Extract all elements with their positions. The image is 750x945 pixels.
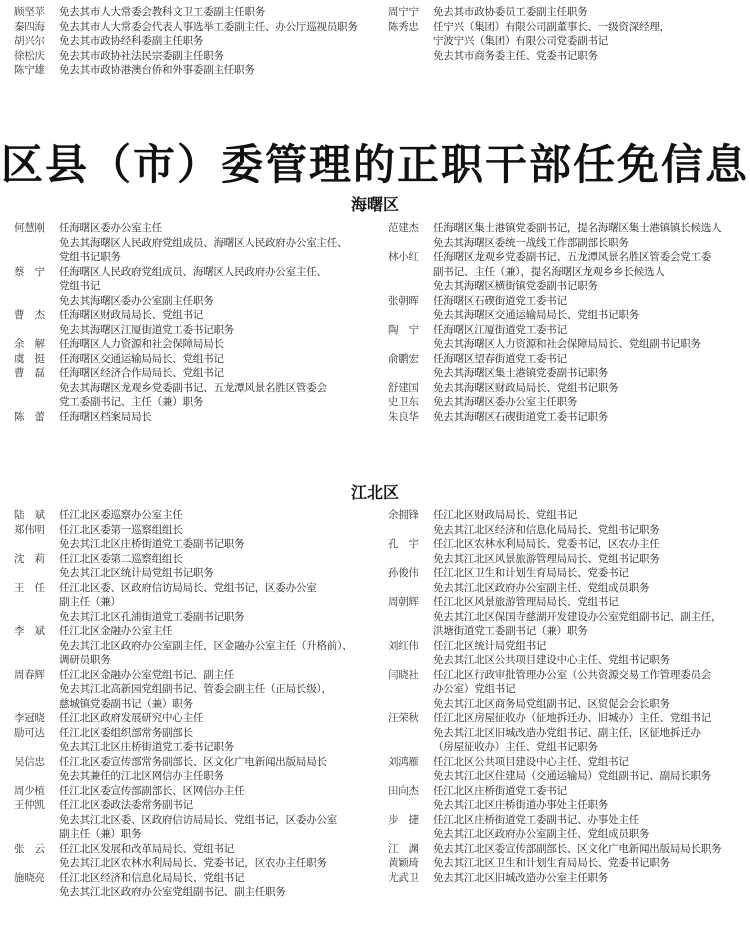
appointment-details <box>433 250 748 294</box>
appointment-line: 任海曙区集士港镇党委副书记，提名海曙区集士港镇镇长候选人 <box>433 222 722 234</box>
appointment-details <box>59 20 384 35</box>
appointment-line: 任江北区委、区政府信访局局长、党组书记，区委办公室 <box>59 581 317 594</box>
person-name: 张云 <box>14 842 55 855</box>
appointment-entry <box>388 20 748 64</box>
appointment-details <box>59 5 384 20</box>
jiangbei-right-column <box>388 508 748 885</box>
appointment-line: 任江北区农林水利局局长、党委书记，区农办主任 <box>433 538 660 550</box>
person-name: 李斌 <box>14 625 55 637</box>
appointment-line: 免去其江北区委宣传部副部长、区文化广电新闻出版局局长职务 <box>433 842 722 855</box>
appointment-entry <box>14 20 384 35</box>
appointment-details <box>433 784 748 813</box>
appointment-details <box>433 410 748 425</box>
appointment-entry <box>14 668 384 712</box>
person-name: 徐松庆 <box>14 49 45 62</box>
appointment-details <box>59 784 384 799</box>
appointment-entry <box>388 639 748 668</box>
person-name: 刘鸿雁 <box>388 755 419 768</box>
person-name: 何慧刚 <box>14 222 45 234</box>
appointment-details <box>59 581 384 625</box>
appointment-details <box>433 871 748 886</box>
person-name: 黄颖琦 <box>388 857 419 869</box>
appointment-details <box>433 221 748 250</box>
appointment-line: 任江北区房屋征收办（征地拆迁办、旧城办）主任、党组书记 <box>433 712 712 724</box>
appointment-entry <box>14 221 384 265</box>
appointment-line: 免去其江北区卫生和计划生育局局长、党委书记职务 <box>433 857 670 869</box>
person-name: 胡兴尔 <box>14 35 45 47</box>
person-name: 刘红伟 <box>388 639 419 652</box>
appointment-line: 免去其海曙区人民政府党组成员、海曙区人民政府办公室主任、 <box>59 236 348 249</box>
appointment-details <box>59 624 384 668</box>
appointment-line: 任江北区委宣传部副部长、区网信办主任 <box>59 784 245 797</box>
appointment-entry <box>14 63 384 78</box>
appointment-details <box>433 537 748 566</box>
appointment-line: 任江北区庄桥街道党工委副书记、办事处主任 <box>433 813 639 826</box>
appointment-entry <box>388 711 748 755</box>
appointment-line: 免去其江北区保国寺慈湖开发建设办公室党组副书记、副主任， <box>433 610 722 623</box>
person-name: 王仲凯 <box>14 799 45 811</box>
appointment-details <box>433 20 748 64</box>
appointment-entry <box>14 523 384 552</box>
appointment-details <box>59 34 384 49</box>
appointment-line: 免去其海曙区人力资源和社会保障局局长、党组副书记职务 <box>433 338 701 350</box>
appointment-line: 免去其海曙区委办公室主任职务 <box>433 396 578 408</box>
appointment-line: 任江北区委第一巡察组组长 <box>59 523 183 536</box>
appointment-line: 党工委副书记、主任（兼）职务 <box>59 396 204 408</box>
appointment-line: 任江北区卫生和计划生育局局长、党委书记 <box>433 567 629 579</box>
appointment-entry <box>14 508 384 523</box>
appointment-line: 免去其江北区统计局党组书记职务 <box>59 567 214 579</box>
person-name: 陈蕾 <box>14 410 55 423</box>
appointment-line: 免去其江北区经济和信息化局局长、党组书记职务 <box>433 523 660 536</box>
appointment-entry <box>388 537 748 566</box>
appointment-details <box>433 381 748 396</box>
appointment-line: 免去其江北区政府办公室副主任、党组成员职务 <box>433 828 650 840</box>
appointment-entry <box>388 352 748 381</box>
appointment-line: 免去其江北区风景旅游管理局局长、党组书记职务 <box>433 552 660 565</box>
appointment-line: 免去其江北区农林水利局局长、党委书记，区农办主任职务 <box>59 857 327 869</box>
appointment-entry <box>388 566 748 595</box>
appointment-entry <box>388 5 748 20</box>
appointment-entry <box>388 813 748 842</box>
appointment-details <box>433 566 748 595</box>
appointment-entry <box>388 595 748 639</box>
appointment-line: 任海曙区委办公室主任 <box>59 222 162 234</box>
appointment-line: 免去其江北区商务局党组副书记、区贸促会会长职务 <box>433 697 670 710</box>
person-name: 周宁宁 <box>388 6 419 18</box>
appointment-line: 免去其江北区委、区政府信访局局长、党组书记，区委办公室 <box>59 813 338 826</box>
appointment-entry <box>388 508 748 537</box>
person-name: 沈莉 <box>14 552 55 565</box>
appointment-line: 免去其江北区政府办公室副主任，区金融办公室主任（升格前）、 <box>59 639 353 652</box>
haishu-right-column <box>388 221 748 424</box>
appointment-line: 任江北区委第二巡察组组长 <box>59 552 183 565</box>
person-name: 尤武卫 <box>388 871 419 884</box>
person-name: 周朝辉 <box>388 596 419 608</box>
appointment-entry <box>14 711 384 726</box>
appointment-entry <box>388 784 748 813</box>
appointment-line: 任江北区行政审批管理办公室（公共资源交易工作管理委员会 <box>433 668 712 681</box>
appointment-entry <box>14 49 384 64</box>
person-name: 曹杰 <box>14 309 55 321</box>
appointment-entry <box>14 726 384 755</box>
jiangbei-left-column <box>14 508 384 900</box>
appointment-line: 任江北区政府发展研究中心主任 <box>59 712 204 724</box>
appointment-details <box>59 366 384 410</box>
appointment-details <box>433 639 748 668</box>
appointment-details <box>59 842 384 871</box>
top-right-column <box>388 5 748 63</box>
appointment-entry <box>388 842 748 857</box>
appointment-details <box>59 63 384 78</box>
appointment-details <box>59 352 384 367</box>
appointment-entry <box>388 856 748 871</box>
appointment-line: 调研员职务 <box>59 654 111 666</box>
appointment-line: 党组书记职务 <box>59 251 121 263</box>
person-name: 蔡宁 <box>14 265 55 278</box>
appointment-line: 任海曙区经济合作局局长、党组书记 <box>59 367 224 379</box>
person-name: 顾坚苹 <box>14 6 45 18</box>
person-name: 励可达 <box>14 726 45 739</box>
appointment-line: 免去其市商务委主任、党委书记职务 <box>433 49 598 62</box>
appointment-entry <box>14 624 384 668</box>
appointment-details <box>59 523 384 552</box>
appointment-line: 免去其江北区孔浦街道党工委副书记职务 <box>59 610 245 623</box>
appointment-line: 任江北区委组织部常务副部长 <box>59 726 193 739</box>
appointment-line: 副主任（兼） <box>59 596 121 608</box>
appointment-line: 任江北区金融办公室主任 <box>59 625 173 637</box>
appointment-line: 任海曙区人民政府党组成员、海曙区人民政府办公室主任、 <box>59 265 327 278</box>
appointment-details <box>59 871 384 900</box>
person-name: 王任 <box>14 581 55 594</box>
appointment-entry <box>388 381 748 396</box>
appointment-line: 免去其海曙区委办公室副主任职务 <box>59 294 214 307</box>
appointment-line: 任海曙区石碶街道党工委书记 <box>433 294 567 307</box>
appointment-line: 免去其江北区庄桥街道党工委书记职务 <box>59 741 235 753</box>
appointment-line: 任江北区委政法委常务副书记 <box>59 799 193 811</box>
person-name: 俞鹏宏 <box>388 352 419 365</box>
appointment-line: 免去其市政协委员工委副主任职务 <box>433 6 588 18</box>
appointment-details <box>59 221 384 265</box>
appointment-line: 任海曙区财政局局长、党组书记 <box>59 309 204 321</box>
appointment-line: 副书记、主任（兼），提名海曙区龙观乡乡长候选人 <box>433 265 665 278</box>
person-name: 李冠晓 <box>14 712 45 724</box>
appointment-details <box>433 395 748 410</box>
appointment-details <box>59 308 384 337</box>
appointment-line: 任海曙区龙观乡党委副书记、五龙潭风景名胜区管委会党工委 <box>433 251 712 263</box>
appointment-line: 免去其江北区公共项目建设中心主任、党组书记职务 <box>433 654 670 666</box>
appointment-details <box>59 337 384 352</box>
person-name: 余解 <box>14 338 55 350</box>
appointment-details <box>59 410 384 425</box>
appointment-line: 慈城镇党委副书记（兼）职务 <box>59 697 193 710</box>
appointment-line: 免去其江北区政府办公室党组副书记、副主任职务 <box>59 886 286 898</box>
person-name: 陶宁 <box>388 323 429 336</box>
person-name: 陈宁雄 <box>14 64 45 76</box>
appointment-entry <box>388 250 748 294</box>
haishu-left-column <box>14 221 384 424</box>
person-name: 田向杰 <box>388 784 419 797</box>
appointment-line: 任江北区风景旅游管理局局长、党组书记 <box>433 596 619 608</box>
appointment-line: 任江北区统计局党组书记 <box>433 639 547 652</box>
appointment-entry <box>388 221 748 250</box>
appointment-line: 免去其海曙区龙观乡党委副书记、五龙潭风景名胜区管委会 <box>59 381 327 394</box>
appointment-line: 任江北区公共项目建设中心主任、党组书记 <box>433 755 629 768</box>
person-name: 施晓亮 <box>14 871 45 884</box>
appointment-entry <box>14 337 384 352</box>
section-heading-jiangbei: 江北区 <box>350 483 399 502</box>
appointment-entry <box>14 842 384 871</box>
person-name: 林小红 <box>388 251 419 263</box>
appointment-entry <box>14 34 384 49</box>
appointment-details <box>433 5 748 20</box>
appointment-entry <box>14 352 384 367</box>
appointment-line: 免去其江北区庄桥街道党工委副书记职务 <box>59 538 245 550</box>
person-name: 余拥锋 <box>388 509 419 521</box>
appointment-line: （房屋征收办）主任、党组书记职务 <box>433 741 598 753</box>
person-name: 孔宇 <box>388 538 429 550</box>
appointment-details <box>433 842 748 857</box>
appointment-line: 任海曙区档案局局长 <box>59 410 152 423</box>
appointment-line: 免去其江北区旧城改造办党组书记、副主任，区征地拆迁办 <box>433 726 701 739</box>
appointment-details <box>59 726 384 755</box>
appointment-details <box>433 294 748 323</box>
appointment-details <box>433 755 748 784</box>
section-heading-haishu: 海曙区 <box>350 195 399 214</box>
person-name: 周春辉 <box>14 668 45 681</box>
person-name: 步捷 <box>388 813 429 826</box>
appointment-line: 任海曙区江厦街道党工委书记 <box>433 323 567 336</box>
appointment-details <box>433 668 748 712</box>
appointment-details <box>433 595 748 639</box>
appointment-line: 任海曙区望春街道党工委书记 <box>433 352 567 365</box>
person-name: 曹磊 <box>14 367 55 379</box>
appointment-entry <box>388 871 748 886</box>
appointment-entry <box>14 410 384 425</box>
person-name: 郑伟明 <box>14 523 45 536</box>
appointment-details <box>59 711 384 726</box>
person-name: 闫晓社 <box>388 668 419 681</box>
person-name: 周少植 <box>14 784 45 797</box>
appointment-line: 宁波宁兴（集团）有限公司党委副书记 <box>433 35 609 47</box>
appointment-line: 免去其市政协港澳台侨和外事委副主任职务 <box>59 64 255 76</box>
person-name: 虞挺 <box>14 352 55 365</box>
appointment-line: 免去其市政协经科委副主任职务 <box>59 35 204 47</box>
appointment-details <box>59 798 384 842</box>
appointment-line: 任海曙区交通运输局局长、党组书记 <box>59 352 224 365</box>
appointment-entry <box>388 294 748 323</box>
appointment-details <box>59 508 384 523</box>
appointment-details <box>59 668 384 712</box>
person-name: 汪荣秋 <box>388 712 419 724</box>
appointment-entry <box>14 552 384 581</box>
appointment-line: 任江北区财政局局长、党组书记 <box>433 509 578 521</box>
appointment-line: 免去其海曙区交通运输局局长、党组书记职务 <box>433 309 639 321</box>
appointment-line: 免去其海曙区横街镇党委副书记职务 <box>433 280 598 292</box>
person-name: 朱良华 <box>388 410 419 423</box>
appointment-entry <box>14 798 384 842</box>
appointment-entry <box>14 5 384 20</box>
person-name: 秦四海 <box>14 20 45 33</box>
appointment-line: 党组书记 <box>59 280 101 292</box>
appointment-entry <box>388 323 748 352</box>
appointment-line: 副主任（兼）职务 <box>59 828 142 840</box>
appointment-line: 任江北区委宣传部常务副部长、区文化广电新闻出版局局长 <box>59 755 327 768</box>
appointment-line: 任江北区委巡察办公室主任 <box>59 509 183 521</box>
appointment-line: 免去其海曙区财政局局长、党组书记职务 <box>433 381 619 394</box>
appointment-line: 免去其市政协社法民宗委副主任职务 <box>59 49 224 62</box>
appointment-entry <box>388 410 748 425</box>
appointment-line: 洪塘街道党工委副书记（兼）职务 <box>433 625 588 637</box>
appointment-details <box>433 352 748 381</box>
appointment-line: 免去其海曙区委统一战线工作部副部长职务 <box>433 236 629 249</box>
appointment-entry <box>14 308 384 337</box>
person-name: 陆斌 <box>14 509 55 521</box>
appointment-entry <box>14 581 384 625</box>
appointment-line: 免去其海曙区江厦街道党工委书记职务 <box>59 323 235 336</box>
appointment-entry <box>14 784 384 799</box>
appointment-details <box>433 711 748 755</box>
person-name: 史卫东 <box>388 396 419 408</box>
appointment-line: 免去其江北区庄桥街道办事处主任职务 <box>433 799 609 811</box>
person-name: 江渊 <box>388 842 429 855</box>
appointment-line: 任江北区金融办公室党组书记、副主任 <box>59 668 235 681</box>
appointment-entry <box>14 366 384 410</box>
appointment-line: 免去其江北高新园党组副书记、管委会副主任（正局长级）， <box>59 683 332 695</box>
appointment-line: 免去其市人大常委会教科文卫工委副主任职务 <box>59 6 265 18</box>
person-name: 陈秀忠 <box>388 20 419 33</box>
appointment-entry <box>14 871 384 900</box>
appointment-line: 免去其兼任的江北区网信办主任职务 <box>59 770 224 782</box>
appointment-details <box>59 552 384 581</box>
appointment-details <box>433 856 748 871</box>
appointment-details <box>433 813 748 842</box>
appointment-line: 免去其海曙区集士港镇党委副书记职务 <box>433 367 609 379</box>
appointment-line: 免去其江北区政府办公室副主任、党组成员职务 <box>433 581 650 594</box>
appointment-line: 任江北区庄桥街道党工委书记 <box>433 784 567 797</box>
appointment-line: 免去其海曙区石碶街道党工委书记职务 <box>433 410 609 423</box>
appointment-details <box>59 755 384 784</box>
top-left-column <box>14 5 384 78</box>
appointment-entry <box>14 265 384 309</box>
appointment-line: 任江北区经济和信息化局局长、党组书记 <box>59 871 245 884</box>
person-name: 范建杰 <box>388 222 419 234</box>
appointment-line: 免去其江北区旧城改造办公室主任职务 <box>433 871 609 884</box>
appointment-details <box>59 265 384 309</box>
appointment-line: 免去其市人大常委会代表人事选举工委副主任、办公厅巡视员职务 <box>59 20 358 33</box>
appointment-line: 任宁兴（集团）有限公司副董事长、一级资深经理， <box>433 20 670 33</box>
appointment-details <box>433 323 748 352</box>
person-name: 吴信忠 <box>14 755 45 768</box>
person-name: 孙俊伟 <box>388 567 419 579</box>
page-title: 区县（市）委管理的正职干部任免信息 <box>0 140 749 189</box>
appointment-details <box>59 49 384 64</box>
person-name: 舒建国 <box>388 381 419 394</box>
appointment-entry <box>388 755 748 784</box>
appointment-line: 任江北区发展和改革局局长、党组书记 <box>59 842 235 855</box>
appointment-details <box>433 508 748 537</box>
appointment-entry <box>14 755 384 784</box>
person-name: 张朝晖 <box>388 294 419 307</box>
appointment-line: 免去其江北区住建局（交通运输局）党组副书记、副局长职务 <box>433 770 712 782</box>
appointment-line: 任海曙区人力资源和社会保障局局长 <box>59 338 224 350</box>
appointment-entry <box>388 395 748 410</box>
appointment-line: 办公室）党组书记 <box>433 683 516 695</box>
appointment-entry <box>388 668 748 712</box>
